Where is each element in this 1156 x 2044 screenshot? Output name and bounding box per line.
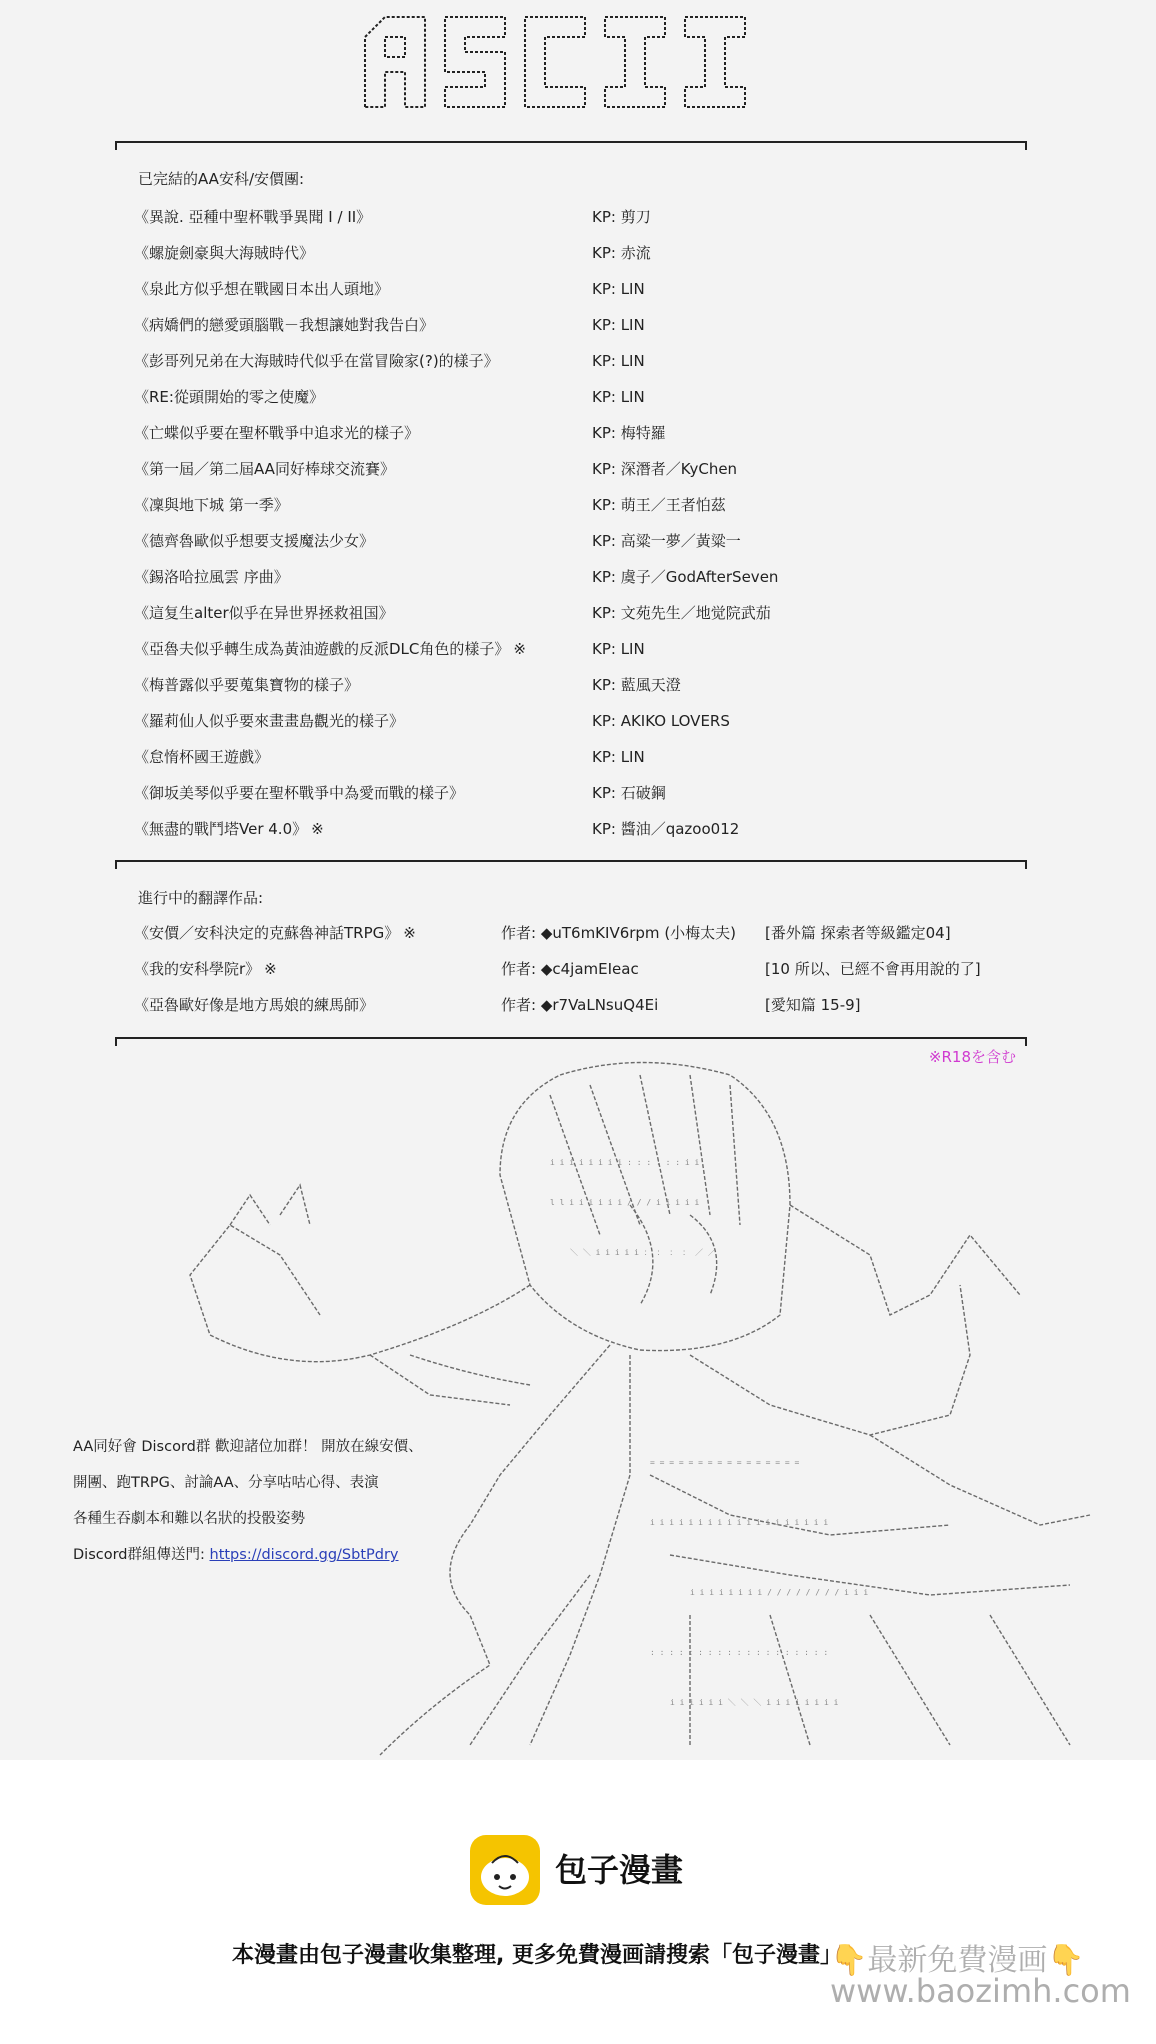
finished-row	[0, 631, 1156, 667]
kp-name: KP: 藍風天澄	[592, 676, 681, 694]
work-title	[134, 487, 289, 523]
kp-credit	[592, 703, 730, 739]
discord-link-row	[73, 1543, 399, 1564]
work-title-text: 《螺旋劍豪與大海賊時代》	[134, 244, 315, 262]
ascii-logo	[360, 12, 760, 112]
discord-link-label: Discord群組傳送門:	[73, 1547, 205, 1563]
kp-credit	[592, 307, 645, 343]
kp-credit	[592, 595, 771, 631]
ongoing-heading: 進行中的翻譯作品:	[138, 889, 264, 907]
kp-credit	[592, 811, 739, 847]
kp-name: KP: 虞子	[592, 568, 651, 586]
svg-text:= = = = = = = = = = = = = = =: = = = = = = = = = = = = = = = =	[650, 1458, 800, 1467]
kp-name: KP: 萌王	[592, 496, 651, 514]
discord-line-1: AA同好會 Discord群 歡迎諸位加群！ 開放在線安價、	[73, 1439, 423, 1455]
work-title	[134, 415, 419, 451]
discord-line-3: 各種生吞劇本和難以名狀的投骰姿勢	[73, 1511, 305, 1527]
author-credit: 作者: ◆r7VaLNsuQ4Ei	[501, 996, 659, 1014]
author-credit: 作者: ◆c4jamEIeac	[501, 960, 639, 978]
kp-name: KP: LIN	[592, 352, 645, 370]
work-title	[134, 559, 289, 595]
finished-heading: 已完結的AA安科/安價團:	[138, 170, 305, 188]
work-title	[134, 235, 314, 271]
work-title-text: 《彭哥列兄弟在大海賊時代似乎在當冒險家(?)的樣子》	[134, 352, 499, 370]
work-title-text: 《德齊魯歐似乎想要支援魔法少女》	[134, 532, 375, 550]
kp-name: KP: LIN	[592, 388, 645, 406]
finished-row	[0, 595, 1156, 631]
finished-row	[0, 559, 1156, 595]
work-title-text: 《梅普露似乎要蒐集寶物的樣子》	[134, 676, 360, 694]
kp-credit	[592, 379, 645, 415]
kp-name: KP: LIN	[592, 640, 645, 658]
r18-note: ※R18を含む	[928, 1048, 1016, 1066]
work-title-text: 《御坂美琴似乎要在聖杯戰爭中為愛而戰的樣子》	[134, 784, 465, 802]
work-title-text: 《這复生alter似乎在异世界拯救祖国》	[134, 604, 394, 622]
work-title	[134, 775, 464, 811]
kp-name: KP: 赤流	[592, 244, 651, 262]
ongoing-row	[0, 915, 1156, 951]
discord-line-2: 開團、跑TRPG、討論AA、分享咕咕心得、表演	[73, 1475, 379, 1491]
kp-credit	[592, 415, 666, 451]
work-title-text: 《凜與地下城 第一季》	[134, 496, 289, 514]
finished-row	[0, 523, 1156, 559]
work-title	[134, 811, 324, 847]
kp-name: KP: 梅特羅	[592, 424, 666, 442]
finished-row	[0, 775, 1156, 811]
work-title	[134, 631, 526, 667]
work-title-text: 《第一屆／第二屆AA同好棒球交流賽》	[134, 460, 395, 478]
svg-text:i i i i i i i i / / / / / / /: i i i i i i i i / / / / / / / / i i i	[690, 1588, 869, 1597]
ongoing-row	[0, 951, 1156, 987]
divider-middle	[115, 860, 1027, 862]
work-title-text: 《亞魯歐好像是地方馬娘的練馬師》	[134, 996, 375, 1014]
kp-credit	[592, 199, 651, 235]
work-title	[134, 199, 371, 235]
work-title-text: 《亡蝶似乎要在聖杯戰爭中追求光的樣子》	[134, 424, 420, 442]
svg-text:i i i i i i i i : : : : : : i: i i i i i i i i : : : : : : i i	[550, 1158, 700, 1167]
kp-credit	[592, 631, 645, 667]
kp-name: KP: 深潛者	[592, 460, 666, 478]
kp-name: KP: 高粱一夢	[592, 532, 681, 550]
brand-name: 包子漫畫	[555, 1851, 684, 1889]
kp-name: KP: AKIKO LOVERS	[592, 712, 730, 730]
finished-row	[0, 271, 1156, 307]
ascii-art-illustration	[170, 1055, 1130, 1760]
work-title-text: 《無盡的戰鬥塔Ver 4.0》	[134, 820, 308, 838]
r18-mark: ※	[513, 640, 526, 658]
svg-text:: : : : : : : : : : : : : : :: : : : : : : : : : : : : : : : : : : :	[650, 1648, 829, 1657]
kp-credit	[592, 271, 645, 307]
kp-credit	[592, 235, 651, 271]
work-title-text: 《怠惰杯國王遊戲》	[134, 748, 270, 766]
finished-row	[0, 739, 1156, 775]
work-title	[134, 739, 269, 775]
kp-alias: ／GodAfterSeven	[650, 568, 779, 586]
kp-alias: ／KyChen	[665, 460, 738, 478]
finished-row	[0, 703, 1156, 739]
kp-credit	[592, 775, 666, 811]
work-title-text: 《安價／安科決定的克蘇魯神話TRPG》	[134, 924, 400, 942]
kp-name: KP: 文苑先生	[592, 604, 681, 622]
work-title	[134, 379, 324, 415]
work-title	[134, 451, 395, 487]
kp-alias: ／地觉院武茄	[680, 604, 771, 622]
work-title	[134, 703, 404, 739]
finished-row	[0, 307, 1156, 343]
finished-row	[0, 415, 1156, 451]
work-title-text: 《病嬌們的戀愛頭腦戰－我想讓她對我告白》	[134, 316, 435, 334]
kp-alias: ／qazoo012	[650, 820, 740, 838]
work-title	[134, 987, 374, 1023]
progress-status: [愛知篇 15-9]	[765, 996, 861, 1014]
finished-row	[0, 667, 1156, 703]
work-title-text: 《羅莉仙人似乎要來畫畫島觀光的樣子》	[134, 712, 405, 730]
finished-row	[0, 199, 1156, 235]
work-title	[134, 951, 277, 987]
watermark-url: www.baozimh.com	[830, 1972, 1131, 2010]
work-title-text: 《錫洛哈拉風雲 序曲》	[134, 568, 289, 586]
r18-mark: ※	[264, 960, 277, 978]
ongoing-row	[0, 987, 1156, 1023]
discord-link[interactable]: https://discord.gg/SbtPdry	[209, 1547, 399, 1563]
r18-mark: ※	[403, 924, 416, 942]
divider-bottom	[115, 1037, 1027, 1039]
brand-note: 本漫畫由包子漫畫收集整理, 更多免費漫画請搜索「包子漫畫」	[232, 1943, 843, 1968]
author-credit: 作者: ◆uT6mKIV6rpm (小梅太夫)	[501, 924, 737, 942]
svg-text:i i i i i i ＼ ＼ ＼ i i i i i i: i i i i i i ＼ ＼ ＼ i i i i i i i i	[670, 1698, 839, 1707]
svg-text:＼ ＼ i i i i i ： ： ： ： ／ ／: ＼ ＼ i i i i i ： ： ： ： ／ ／	[570, 1248, 716, 1257]
kp-credit	[592, 451, 737, 487]
kp-name: KP: 石破鋼	[592, 784, 666, 802]
finished-row	[0, 343, 1156, 379]
work-title-text: 《泉此方似乎想在戰國日本出人頭地》	[134, 280, 390, 298]
finished-row	[0, 451, 1156, 487]
progress-status: [番外篇 探索者等級鑑定04]	[765, 924, 951, 942]
kp-name: KP: LIN	[592, 748, 645, 766]
finished-row	[0, 487, 1156, 523]
kp-credit	[592, 343, 645, 379]
work-title	[134, 343, 499, 379]
progress-status: [10 所以、已經不會再用說的了]	[765, 960, 981, 978]
kp-credit	[592, 739, 645, 775]
svg-text:l l i i i i i i / / / i i i i: l l i i i i i i / / / i i i i i	[550, 1198, 700, 1207]
work-title	[134, 667, 359, 703]
work-title	[134, 523, 374, 559]
kp-credit	[592, 667, 681, 703]
kp-alias: ／王者怕茲	[650, 496, 726, 514]
finished-row	[0, 811, 1156, 847]
kp-name: KP: 剪刀	[592, 208, 651, 226]
kp-credit	[592, 523, 741, 559]
finished-row	[0, 235, 1156, 271]
finished-row	[0, 379, 1156, 415]
work-title-text: 《亞魯夫似乎轉生成為黃油遊戲的反派DLC角色的樣子》	[134, 640, 510, 658]
work-title	[134, 307, 434, 343]
baozi-logo-icon	[470, 1835, 540, 1905]
work-title-text: 《RE:從頭開始的零之使魔》	[134, 388, 324, 406]
work-title	[134, 595, 394, 631]
r18-mark: ※	[311, 820, 324, 838]
svg-text:i i i i i i i i i i i i i i i: i i i i i i i i i i i i i i i i i i i	[650, 1518, 829, 1527]
kp-name: KP: LIN	[592, 280, 645, 298]
work-title	[134, 915, 416, 951]
work-title-text: 《我的安科學院r》	[134, 960, 261, 978]
work-title	[134, 271, 389, 307]
kp-credit	[592, 487, 726, 523]
kp-name: KP: 醬油	[592, 820, 651, 838]
watermark-line-1: 👇最新免費漫画👇	[830, 1943, 1085, 1978]
divider-top	[115, 141, 1027, 143]
work-title-text: 《異說. 亞種中聖杯戰爭異聞 I / II》	[134, 208, 372, 226]
kp-alias: ／黃粱一	[680, 532, 741, 550]
kp-credit	[592, 559, 778, 595]
kp-name: KP: LIN	[592, 316, 645, 334]
